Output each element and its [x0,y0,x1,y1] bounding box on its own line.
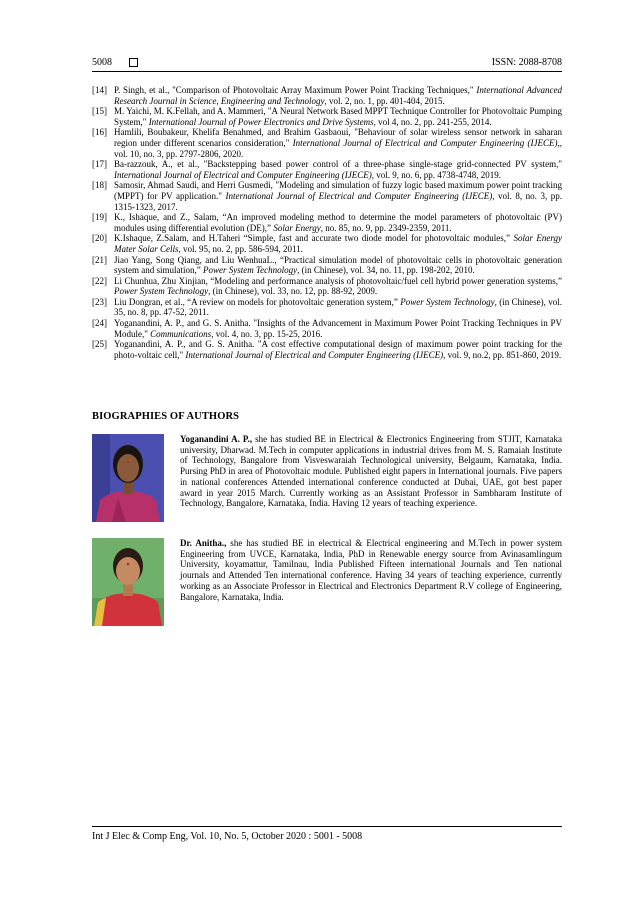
reference-journal: International Journal of Power Electronics and Drive Systems [148,116,374,127]
photo-garment [96,492,160,522]
photo-face [116,557,140,585]
running-footer: Int J Elec & Comp Eng, Vol. 10, No. 5, October 2020 : 5001 - 5008 [92,831,363,842]
reference-details: , (in Chinese), vol. 34, no. 11, pp. 198-202, 2010. [297,265,475,276]
reference-text: K.Ishaque, Z.Salam, and H.Taheri “Simple, fast and accurate two diode model for photovoltaic modules,” [114,233,514,244]
biographies-heading: BIOGRAPHIES OF AUTHORS [92,411,240,422]
header-rule [92,71,562,72]
reference-details: , vol. 4, no. 3, pp. 15-25, 2016. [211,328,323,339]
author-name-1: Yoganandini A. P., [180,434,253,444]
reference-journal: Communications [150,328,212,339]
reference-text: Yoganandini, A. P., and G. S. Anitha. "Insights of the Advancement in Maximum Power Point Tracking Techniques in PV Module," [114,318,562,339]
reference-details: , vol. 8, no. 3, pp. 1315-1323, 2017. [114,190,562,212]
reference-item [92,276,562,297]
reference-list [92,85,562,360]
reference-text: Jiao Yang, Song Qiang, and Liu WenhuaL., “Practical simulation model of photovoltaic cells in photovoltaic generation system and simulation,” [114,254,562,276]
reference-text: Li Chunhua, Zhu Xinjian, “Modeling and performance analysis of photovoltaic/fuel cell hybrid power generation systems,” [114,275,562,286]
photo-bindi [127,461,129,463]
reference-number: [23] [92,296,107,307]
author-name-2: Dr. Anitha., [180,538,227,548]
reference-details: , vol 4, no. 2, pp. 241-255, 2014. [373,116,492,127]
footer-rule [92,826,562,827]
reference-journal: Power System Technology [114,286,209,297]
author-bio-text-1 [180,434,562,509]
reference-number: [21] [92,254,107,265]
reference-journal: Power System Technology [400,296,495,307]
reference-details: , vol. 2, no. 1, pp. 401-404, 2015. [324,95,445,106]
reference-item [92,85,562,106]
reference-text: Hamlili, Boubakeur, Khelifa Benahmed, and Brahim Gasbaoui, "Behaviour of solar wireless sensor network in saharan region under different scenarios consideration," [114,127,562,148]
reference-text: Samosir, Ahmad Saudi, and Herri Gusmedi, "Modeling and simulation of fuzzy logic based maximum power point tracking (MPPT) for PV application." [114,180,562,201]
reference-text: Liu Dongran, et al., “A review on models for photovoltaic generation system,” [114,296,401,307]
reference-text: P. Singh, et al., "Comparison of Photovoltaic Array Maximum Power Point Tracking Techniques," [114,85,477,95]
reference-item [92,233,562,254]
reference-number: [22] [92,275,107,286]
reference-text: M. Yaichi, M. K.Fellah, and A. Mammeri, "A Neural Network Based MPPT Technique Controller for Photovoltaic Pumping System," [114,106,562,127]
reference-item [92,127,562,159]
photo-bindi [127,563,129,565]
reference-number: [14] [92,85,107,95]
photo-face [117,454,139,482]
reference-details: , vol. 9, no. 6, pp. 4738-4748, 2019. [371,169,501,180]
photo-neck [123,584,133,596]
photo-neck [123,482,133,494]
author-portrait-2 [92,538,164,626]
reference-text: K., Ishaque, and Z., Salam, “An improved modeling method to determine the model parameters of photovoltaic (PV) modules using differential evolution (DE),” [114,212,562,233]
reference-number: [15] [92,106,107,117]
reference-details: , vol. 9, no.2, pp. 851-860, 2019. [443,349,562,360]
square-bullet-icon [129,58,138,67]
page-number: 5008 [92,57,112,68]
author-portrait-1 [92,434,164,522]
reference-number: [24] [92,318,107,329]
reference-item [92,159,562,180]
reference-number: [18] [92,180,107,191]
reference-journal: International Journal of Electrical and Computer Engineering (IJECE) [114,169,372,180]
author-photo-1 [92,434,164,522]
reference-journal: International Journal of Electrical and Computer Engineering (IJECE) [292,137,558,148]
reference-item [92,180,562,212]
reference-number: [17] [92,159,107,170]
author-bio-text-2 [180,538,562,602]
reference-journal: Solar Energy [273,222,321,233]
reference-number: [16] [92,127,107,138]
reference-item [92,297,562,318]
reference-journal: Solar Energy Mater Solar Cells [114,233,562,254]
reference-item [92,106,562,127]
reference-item [92,318,562,339]
author-description-2: she has studied BE in electrical & Electrical engineering and M.Tech in power system Engineering from UVCE, Karnataka, India, PhD in Renewable energy source from Avinasamlingum University, koyamattur, Tamilnau, India Published Fifteen international Journals and Ten national journals and Attended Ten international conference. Having 34 years of teaching experience, currently working as an Associate Professor in Electrical and Electronics Department R.V college of Engineering, Bangalore, Karnataka, India. [180,538,562,602]
reference-journal: International Journal of Electrical and Computer Engineering (IJECE) [185,349,444,360]
reference-text: Ba-razzouk, A., et al., "Backstepping based power control of a three-phase single-stage grid-connected PV system," [114,159,562,170]
reference-details: , no. 85, no. 9, pp. 2349-2359, 2011. [320,222,452,233]
reference-number: [20] [92,233,107,244]
author-photo-2 [92,538,164,626]
reference-journal: International Advanced Research Journal in Science, Engineering and Technology [114,85,562,106]
author-description-1: she has studied BE in Electrical & Electronics Engineering from STJIT, Karnataka university, Dharwad. M.Tech in computer applications in industrial drives from M. S. Ramaiah Institute of Technology, Bangalore from Visveswaraiah Technological university, Belgaum, Karnataka, India. Pursing PhD in area of Photovoltaic module. Published eight papers in International journals. Five papers in national conferences Attended international conference conducted at Dubai, UAE, got best paper award in year 2015 March. Currently working as an Assistant Professor in Sambharam Institute of Technology, Bangalore, Karnataka, India. Having 12 years of teaching experience. [180,434,562,509]
reference-number: [25] [92,339,107,350]
reference-item [92,255,562,276]
reference-item [92,212,562,233]
reference-details: , (in Chinese), vol. 33, no. 12, pp. 88-92, 2009. [208,286,378,297]
issn: ISSN: 2088-8708 [491,57,562,68]
reference-details: ,, vol. 10, no. 3, pp. 2797-2806, 2020. [114,137,562,159]
reference-journal: Power System Technology [203,265,298,276]
reference-journal: International Journal of Electrical and Computer Engineering (IJECE) [225,190,493,201]
reference-details: , (in Chinese), vol. 35, no. 8, pp. 47-52, 2011. [114,296,562,318]
reference-number: [19] [92,212,107,223]
reference-details: , vol. 95, no. 2, pp. 586-594, 2011. [178,243,303,254]
running-header [92,56,562,70]
reference-text: Yoganandini, A. P., and G. S. Anitha. "A cost effective computational design of maximum power point tracking for the photo-voltaic cell," [114,339,562,360]
reference-item [92,339,562,360]
